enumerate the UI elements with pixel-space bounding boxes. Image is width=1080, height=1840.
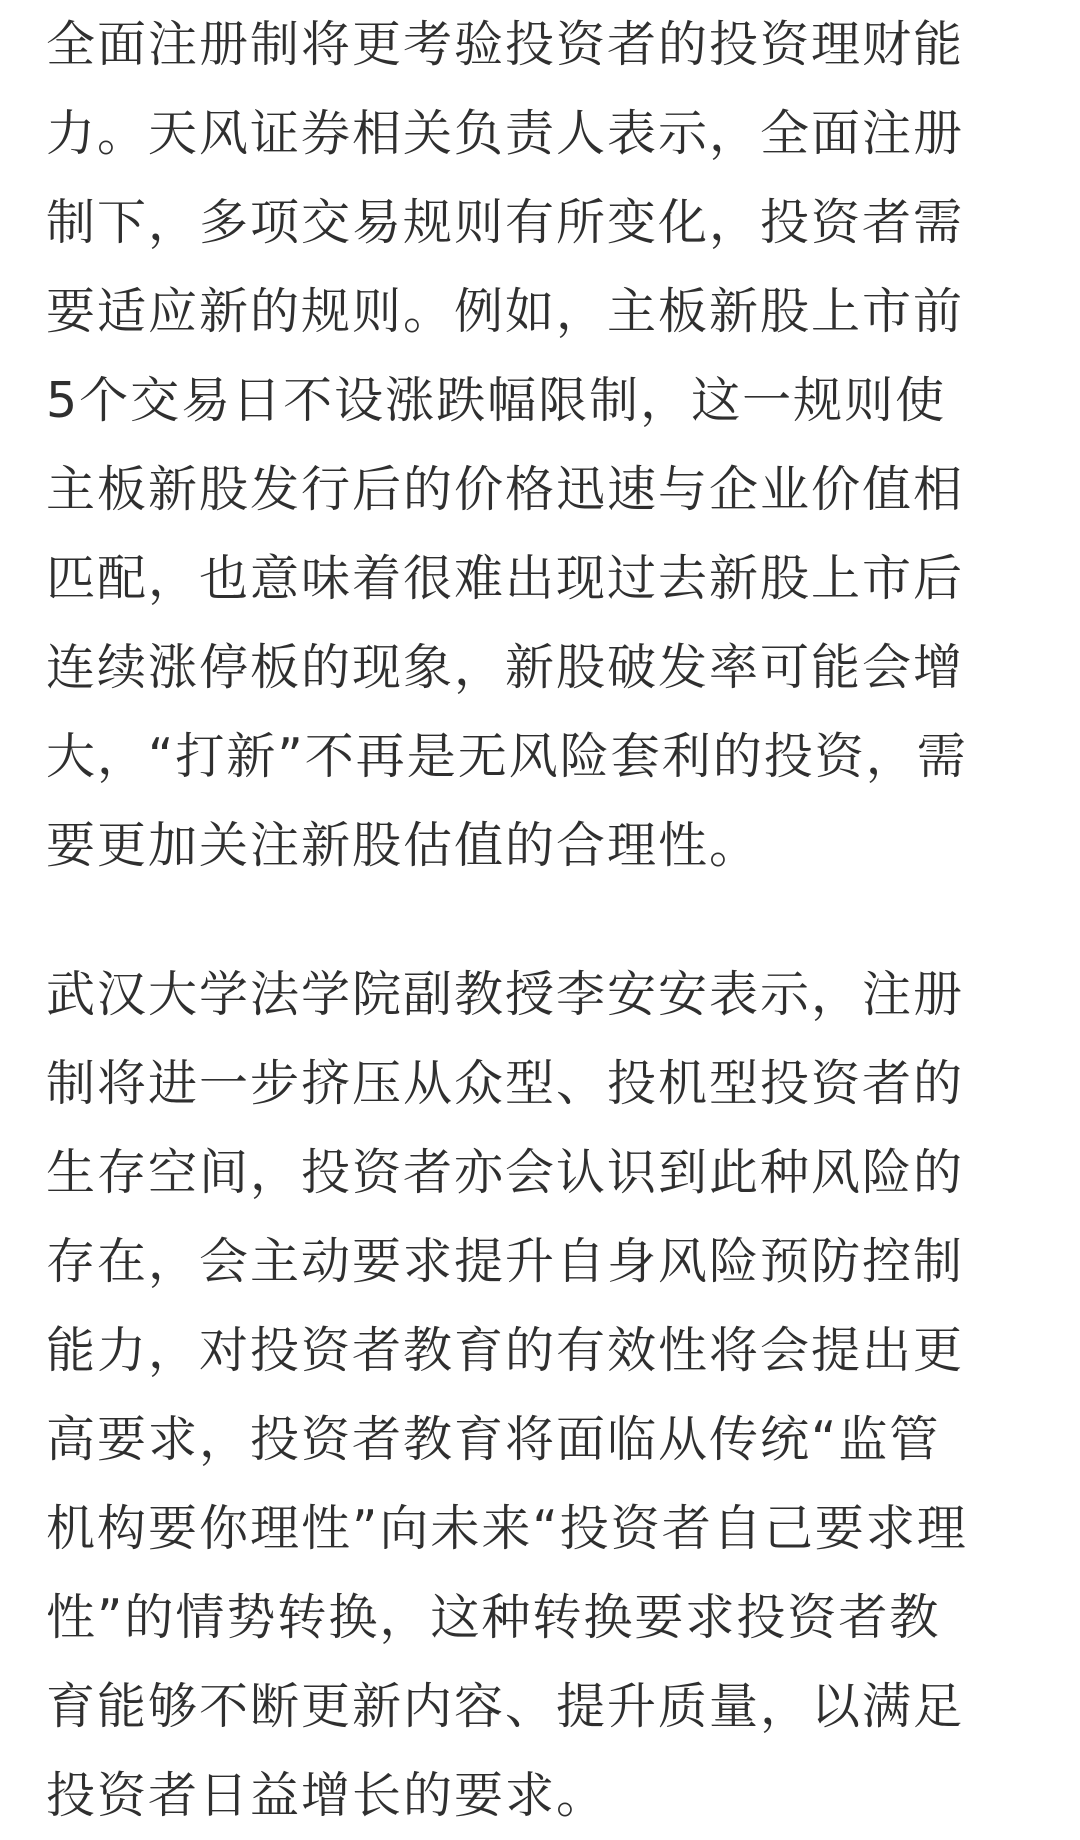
text-line: 育能够不断更新内容、提升质量，以满足 <box>46 1678 965 1735</box>
text-line: 存在，会主动要求提升自身风险预防控制 <box>46 1233 965 1290</box>
text-line: 高要求，投资者教育将面临从传统“监管 <box>46 1411 941 1468</box>
text-line: 力。天风证券相关负责人表示，全面注册 <box>46 105 965 162</box>
text-line: 5个交易日不设涨跌幅限制，这一规则使 <box>46 372 947 429</box>
text-line: 制将进一步挤压从众型、投机型投资者的 <box>46 1055 965 1112</box>
text-line: 要适应新的规则。例如，主板新股上市前 <box>46 283 965 340</box>
text-line: 武汉大学法学院副教授李安安表示，注册 <box>46 966 965 1023</box>
text-line: 全面注册制将更考验投资者的投资理财能 <box>46 16 965 73</box>
text-line: 生存空间，投资者亦会认识到此种风险的 <box>46 1144 965 1201</box>
text-line: 连续涨停板的现象，新股破发率可能会增 <box>46 639 965 696</box>
text-line: 性”的情势转换，这种转换要求投资者教 <box>46 1589 941 1646</box>
text-line: 投资者日益增长的要求。 <box>46 1767 608 1824</box>
text-line: 大，“打新”不再是无风险套利的投资，需 <box>46 728 968 785</box>
article-body <box>46 0 1041 1840</box>
text-line: 主板新股发行后的价格迅速与企业价值相 <box>46 461 965 518</box>
paragraph-spacer <box>46 890 1041 950</box>
paragraph-2 <box>46 950 1041 1840</box>
text-line: 机构要你理性”向未来“投资者自己要求理 <box>46 1500 968 1557</box>
paragraph-1 <box>46 0 1041 890</box>
text-line: 匹配，也意味着很难出现过去新股上市后 <box>46 550 965 607</box>
text-line: 制下，多项交易规则有所变化，投资者需 <box>46 194 965 251</box>
text-line: 要更加关注新股估值的合理性。 <box>46 817 761 874</box>
text-line: 能力，对投资者教育的有效性将会提出更 <box>46 1322 965 1379</box>
